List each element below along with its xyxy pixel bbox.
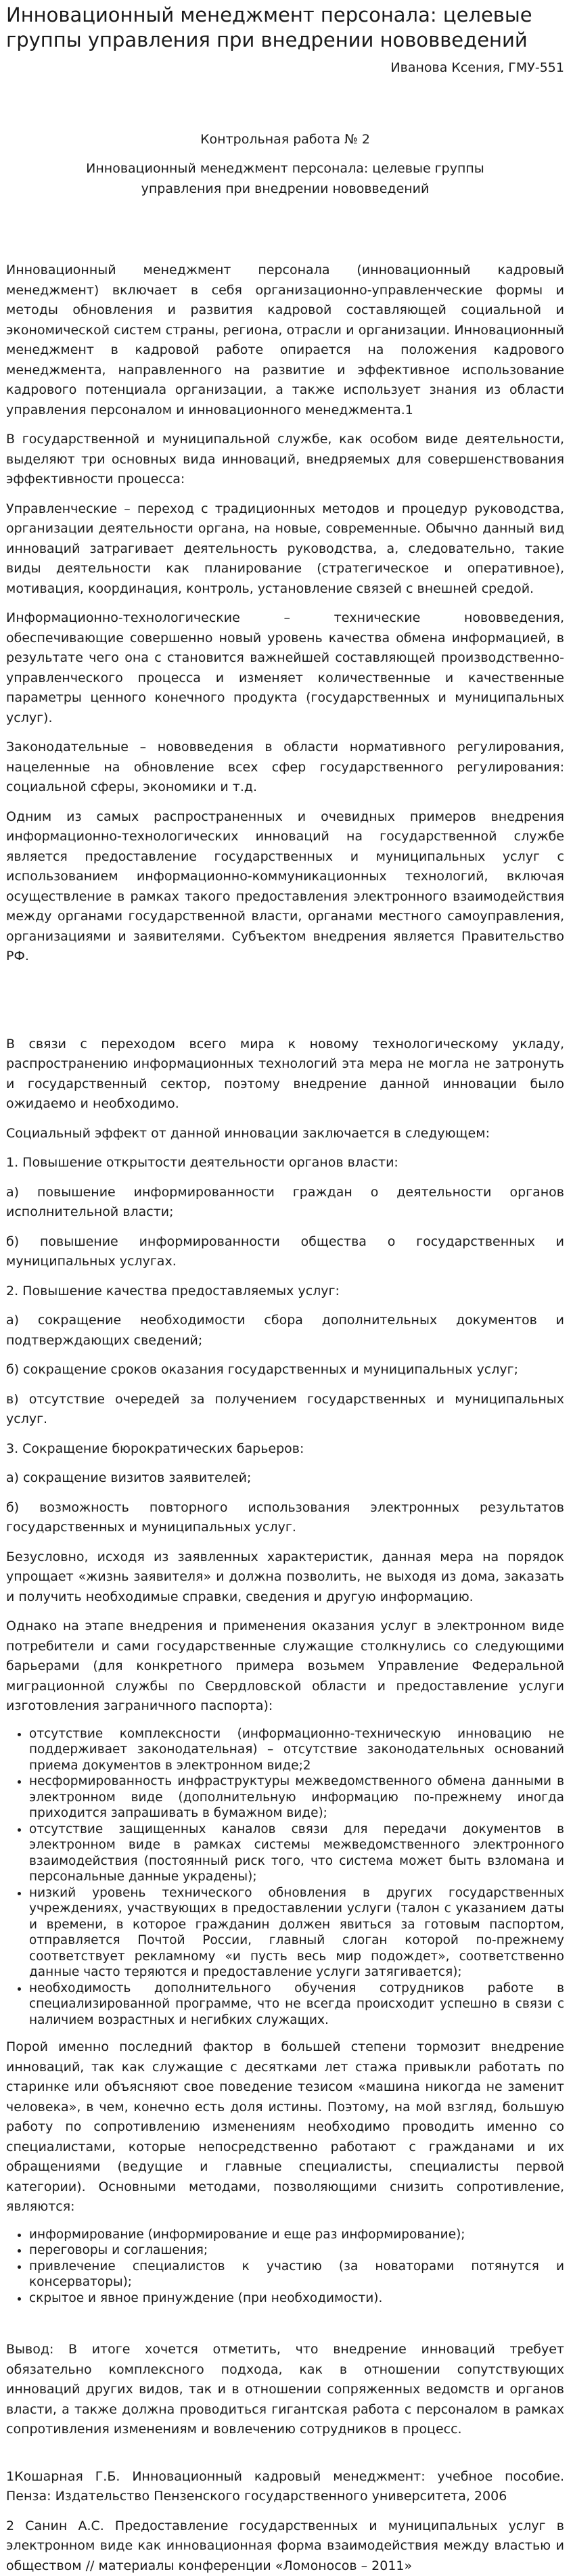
list-item: б) повышение информированности общества о государственных и муниципальных услугах. <box>6 1232 564 1272</box>
author-line: Иванова Ксения, ГМУ-551 <box>6 58 564 78</box>
bullet-item: • скрытое и явное принуждение (при необходимости). <box>29 2290 564 2307</box>
list-item: а) сокращение необходимости сбора дополнительных документов и подтверждающих сведений; <box>6 1311 564 1351</box>
footnote: 1Кошарная Г.Б. Инновационный кадровый менеджмент: учебное пособие. Пенза: Издательство Пензенского государственного университета, 2006 <box>6 2467 564 2507</box>
barriers-list <box>6 1726 564 2029</box>
document-title: Инновационный менеджмент персонала: целевые группы управления при внедрении нововведений <box>6 3 564 53</box>
bullet-item: • отсутствие защищенных каналов связи для передачи документов в электронном виде в рамках системы межведомственного электронного взаимодействия (постоянный риск того, что система может быть взломана и персональные данные украдены); <box>29 1822 564 1885</box>
work-subtitle: Инновационный менеджмент персонала: целевые группы управления при внедрении нововведений <box>47 159 524 199</box>
list-item: в) отсутствие очередей за получением государственных и муниципальных услуг. <box>6 1390 564 1430</box>
paragraph: Порой именно последний фактор в большей степени тормозит внедрение инноваций, так как служащие с десятками лет стажа привыкли работать по старинке или объясняют свое поведение тезисом «машина никогда не заменит человека», в чем, конечно есть доля истины. Поэтому, на мой взгляд, большую работу по сопротивлению изменениям необходимо проводить именно со специалистами, которые непосредственно работают с гражданами и их обращениями (ведущие и главные специалисты, специалисты первой категории). Основными методами, позволяющими снизить сопротивление, являются: <box>6 2037 564 2217</box>
footnote: 2 Санин А.С. Предоставление государственных и муниципальных услуг в электронном виде как инновационная форма взаимодействия между властью и обществом // материалы конференции «Ломоносов – 2011» <box>6 2516 564 2576</box>
paragraph: В связи с переходом всего мира к новому технологическому укладу, распространению информационных технологий эта мера не могла не затронуть и государственный сектор, поэтому внедрение данной инновации было ожидаемо и необходимо. <box>6 1035 564 1114</box>
bullet-item: • необходимость дополнительного обучения сотрудников работе в специализированной программе, что не всегда происходит успешно в связи с наличием возрастных и негибких служащих. <box>29 1981 564 2029</box>
document-page <box>0 3 573 2576</box>
bullet-item: • несформированность инфраструктуры межведомственного обмена данными в электронном виде (дополнительную информацию по-прежнему иногда приходится запрашивать в бумажном виде); <box>29 1773 564 1822</box>
bullet-item: • низкий уровень технического обновления в других государственных учреждениях, участвующих в предоставлении услуги (талон с указанием даты и времени, в которое гражданин должен явиться за готовым паспортом, отправляется Почтой России, главный слоган которой по-прежнему соответствует рекламному «и пусть весь мир подождет», соответственно данные часто теряются и предоставление услуги затягивается); <box>29 1885 564 1981</box>
paragraph: В государственной и муниципальной службе, как особом виде деятельности, выделяют три основных вида инноваций, внедряемых для совершенствования эффективности процесса: <box>6 430 564 490</box>
bullet-item: • переговоры и соглашения; <box>29 2242 564 2259</box>
list-item: б) возможность повторного использования электронных результатов государственных и муниципальных услуг. <box>6 1498 564 1538</box>
bullet-item: • информирование (информирование и еще раз информирование); <box>29 2227 564 2243</box>
paragraph-intro: Инновационный менеджмент персонала (инновационный кадровый менеджмент) включает в себя организационно-управленческие формы и методы обновления и развития кадровой составляющей социальной и экономической систем страны, региона, отрасли и организации. Инновационный менеджмент в кадровой работе опирается на положения кадрового менеджмента, направленного на развитие и эффективное использование кадрового потенциала организации, а также использует знания из области управления персоналом и инновационного менеджмента.1 <box>6 261 564 420</box>
bullet-item: • привлечение специалистов к участию (за новаторами потянутся и консерваторы); <box>29 2259 564 2290</box>
list-heading: 1. Повышение открытости деятельности органов власти: <box>6 1153 564 1173</box>
paragraph: Информационно-технологические – технические нововведения, обеспечивающие совершенно новый уровень качества обмена информацией, в результате чего она с становится важнейшей составляющей производственно-управленческого процесса и изменяет количественные и качественные параметры ценного конечного продукта (государственных и муниципальных услуг). <box>6 608 564 728</box>
list-item: а) повышение информированности граждан о деятельности органов исполнительной власти; <box>6 1183 564 1223</box>
paragraph: Однако на этапе внедрения и применения оказания услуг в электронном виде потребители и сами государственные служащие столкнулись со следующими барьерами (для конкретного примера возьмем Управление Федеральной миграционной службы по Свердловской области и предоставление услуги изготовления заграничного паспорта): <box>6 1617 564 1717</box>
bullet-item: • отсутствие комплексности (информационно-техническую инновацию не поддерживает законодательная) – отсутствие законодательных оснований приема документов в электронном виде;2 <box>29 1726 564 1774</box>
list-heading: 3. Сокращение бюрократических барьеров: <box>6 1439 564 1460</box>
paragraph: Социальный эффект от данной инновации заключается в следующем: <box>6 1124 564 1144</box>
methods-list <box>6 2227 564 2307</box>
paragraph: Одним из самых распространенных и очевидных примеров внедрения информационно-технологических инноваций на государственной службе является предоставление государственных и муниципальных услуг с использованием информационно-коммуникационных технологий, включая осуществление в рамках такого предоставления электронного взаимодействия между органами государственной власти, органами местного самоуправления, организациями и заявителями. Субъектом внедрения является Правительство РФ. <box>6 807 564 967</box>
conclusion-paragraph: Вывод: В итоге хочется отметить, что внедрение инноваций требует обязательно комплексного подхода, как в отношении сопутствующих инноваций других видов, так и в отношении сопряженных ведомств и органов власти, а также должна проводиться гигантская работа с персоналом в рамках сопротивления изменениям и вовлечению сотрудников в процесс. <box>6 2340 564 2440</box>
paragraph: Управленческие – переход с традиционных методов и процедур руководства, организации деятельности органа, на новые, современные. Обычно данный вид инноваций затрагивает деятельность руководства, а, следовательно, такие виды деятельности как планирование (стратегическое и оперативное), мотивация, координация, контроль, установление связей с внешней средой. <box>6 499 564 600</box>
list-item: а) сокращение визитов заявителей; <box>6 1468 564 1489</box>
paragraph: Безусловно, исходя из заявленных характеристик, данная мера на порядок упрощает «жизнь заявителя» и должна позволить, не выходя из дома, заказать и получить необходимые справки, сведения и другую информацию. <box>6 1547 564 1608</box>
work-title: Контрольная работа № 2 <box>6 130 564 150</box>
list-item: б) сокращение сроков оказания государственных и муниципальных услуг; <box>6 1360 564 1380</box>
list-heading: 2. Повышение качества предоставляемых услуг: <box>6 1282 564 1302</box>
paragraph: Законодательные – нововведения в области нормативного регулирования, нацеленные на обновление всех сфер государственного регулирования: социальной сферы, экономики и т.д. <box>6 738 564 798</box>
